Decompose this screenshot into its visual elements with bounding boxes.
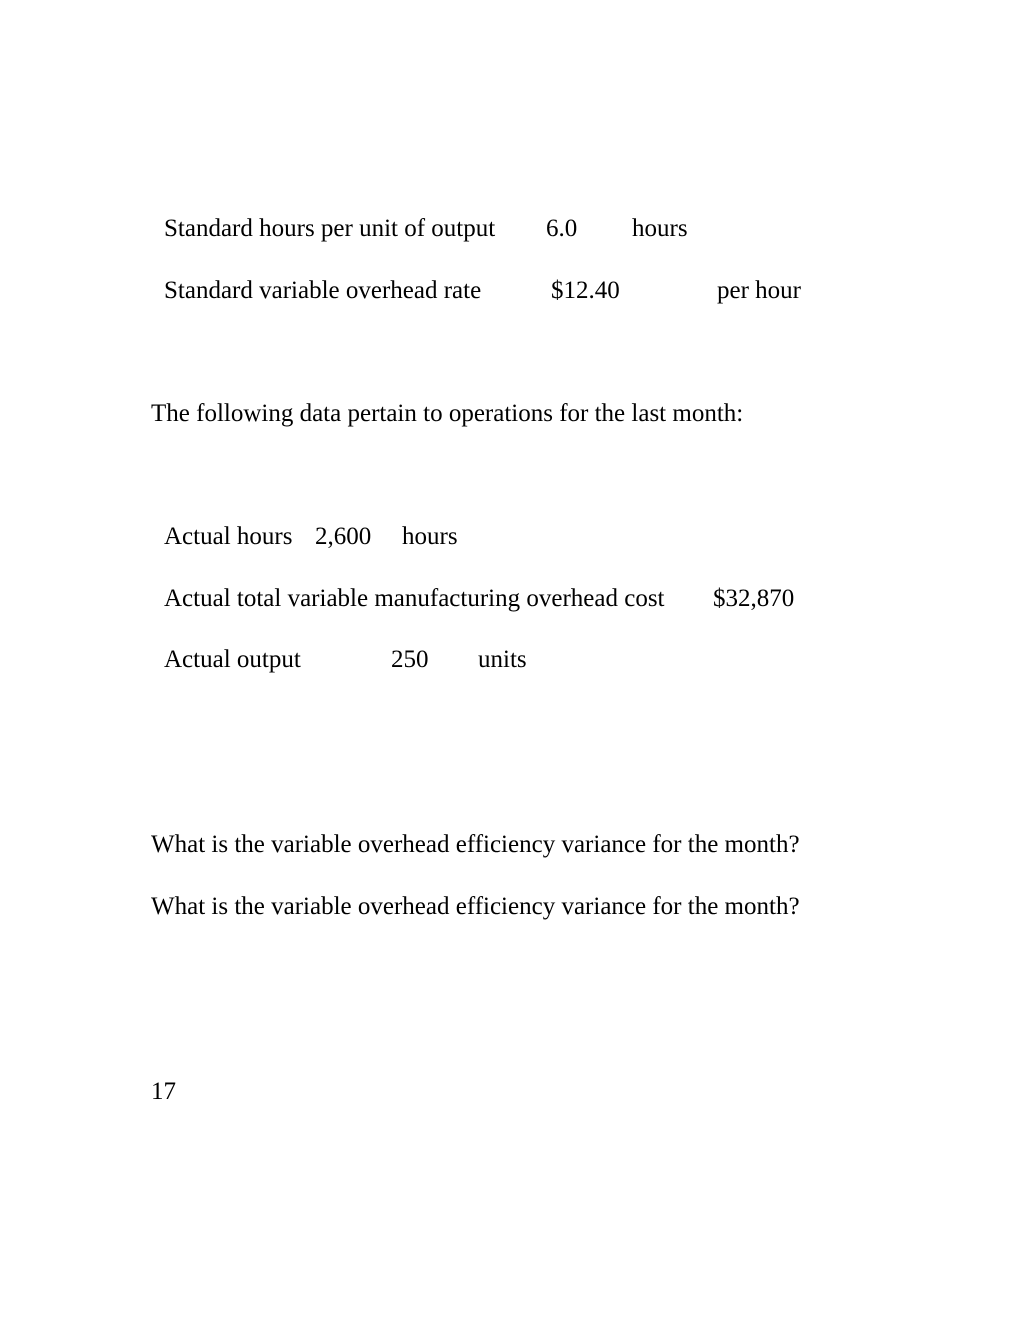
actual-output-value: 250 (391, 646, 429, 673)
standard-rate-label: Standard variable overhead rate (164, 277, 482, 304)
actual-cost-value: $32,870 (713, 585, 795, 612)
actual-hours-unit: hours (402, 523, 458, 550)
question-text: What is the variable overhead efficiency variance for the month? (151, 893, 800, 920)
standard-hours-label: Standard hours per unit of output (164, 215, 496, 242)
question-text: What is the variable overhead efficiency variance for the month? (151, 831, 800, 858)
actual-hours-value: 2,600 (315, 523, 372, 550)
actual-cost-label: Actual total variable manufacturing overhead cost (164, 585, 665, 612)
standard-hours-value: 6.0 (546, 215, 578, 242)
actual-hours-label: Actual hours (164, 523, 293, 550)
standard-rate-value: $12.40 (551, 277, 620, 304)
page-number: 17 (151, 1078, 176, 1105)
intro-paragraph: The following data pertain to operations for the last month: (151, 400, 744, 427)
standard-hours-unit: hours (632, 215, 688, 242)
actual-output-unit: units (478, 646, 527, 673)
standard-rate-unit: per hour (717, 277, 801, 304)
actual-output-label: Actual output (164, 646, 301, 673)
